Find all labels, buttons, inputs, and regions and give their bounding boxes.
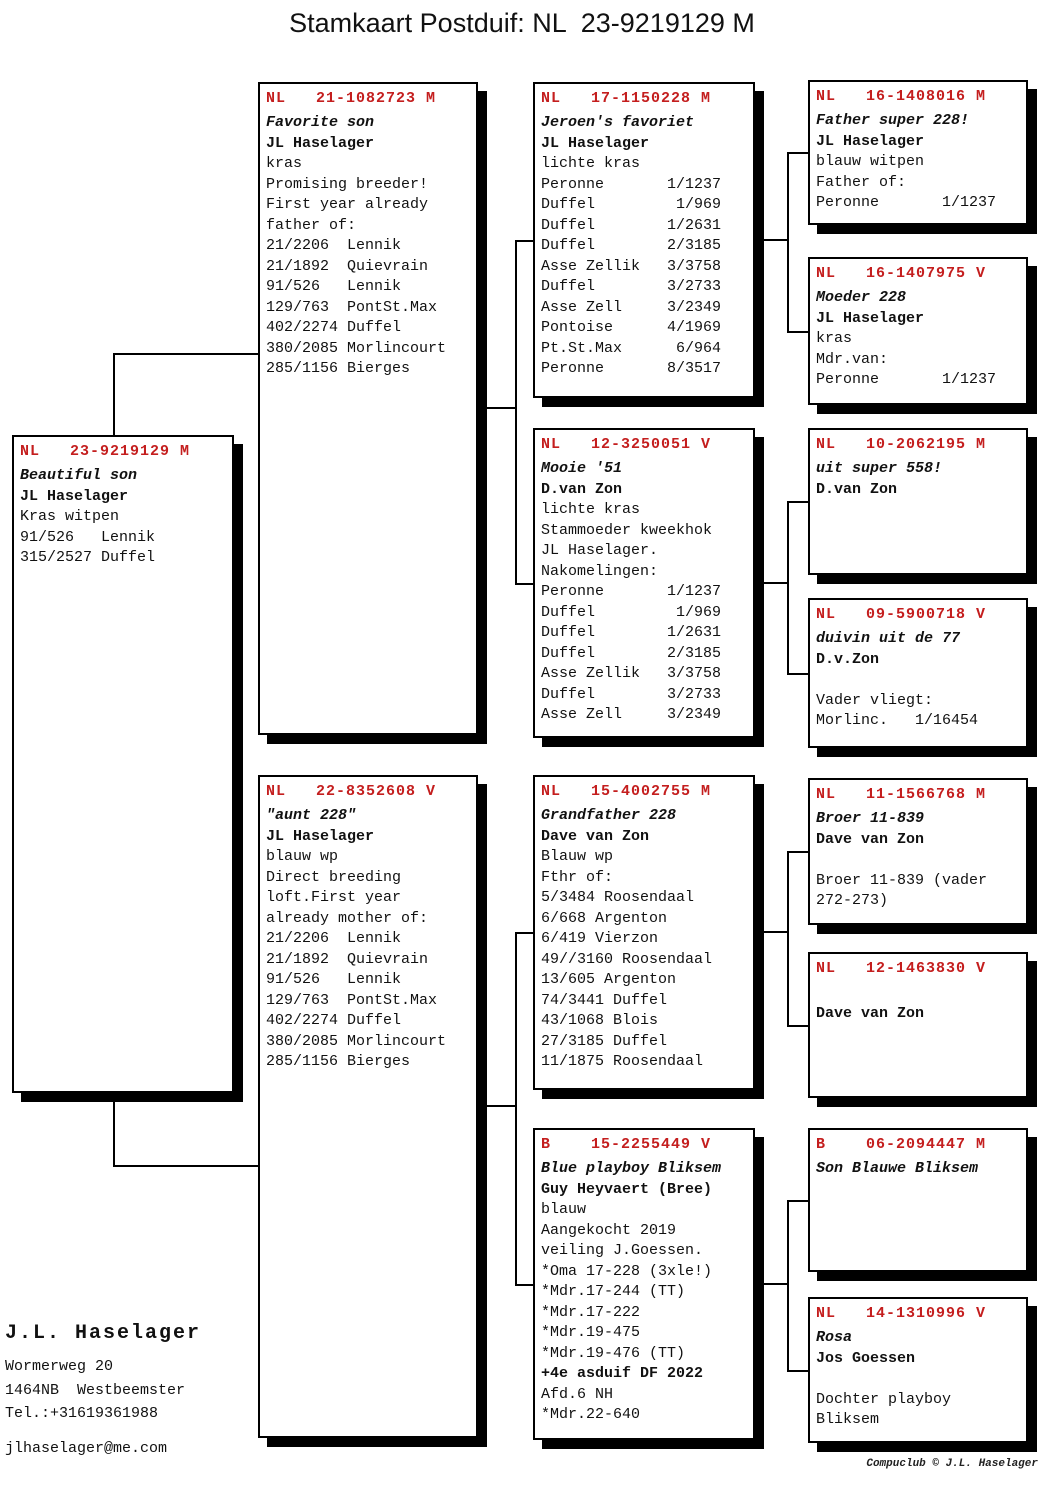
ring-number: NL 21-1082723 M bbox=[266, 90, 437, 107]
pedigree-box-mother bbox=[258, 775, 478, 1438]
box-line: Peronne 1/1237 bbox=[541, 175, 722, 193]
box-line: JL Haselager bbox=[816, 132, 925, 150]
contact-block bbox=[5, 1322, 201, 1457]
box-line: Peronne 8/3517 bbox=[541, 360, 722, 377]
box-line: 272-273) bbox=[816, 892, 889, 909]
box-line: D.van Zon bbox=[816, 480, 898, 498]
box-line: 380/2085 Morlincourt bbox=[266, 339, 447, 357]
connector-line bbox=[113, 353, 258, 355]
box-line: 21/2206 Lennik bbox=[266, 930, 402, 947]
box-line: Asse Zellik 3/3758 bbox=[541, 257, 722, 275]
box-line: Dave van Zon bbox=[816, 830, 925, 848]
connector-line bbox=[755, 239, 787, 241]
pedigree-box-subject bbox=[12, 435, 234, 1093]
box-line: Guy Heyvaert (Bree) bbox=[541, 1180, 713, 1198]
box-line: "aunt 228" bbox=[266, 807, 357, 824]
box-line: 402/2274 Duffel bbox=[266, 319, 402, 336]
box-line: blauw bbox=[541, 1201, 587, 1218]
box-line: 129/763 PontSt.Max bbox=[266, 991, 438, 1009]
connector-line bbox=[787, 1370, 808, 1372]
box-line: Dave van Zon bbox=[816, 1004, 925, 1022]
box-line: Grandfather 228 bbox=[541, 807, 677, 824]
box-line: 1464NB Westbeemster bbox=[5, 1381, 186, 1399]
connector-line bbox=[787, 851, 789, 1027]
box-line: father of: bbox=[266, 216, 357, 234]
box-lines bbox=[816, 459, 1020, 500]
connector-line bbox=[787, 1025, 808, 1027]
box-line: JL Haselager bbox=[266, 134, 375, 152]
box-line bbox=[816, 850, 1020, 871]
connector-line bbox=[113, 353, 115, 437]
box-lines bbox=[541, 459, 747, 726]
connector-line bbox=[787, 1200, 789, 1372]
box-line: Stammoeder kweekhok bbox=[541, 521, 713, 539]
box-line: Fthr of: bbox=[541, 868, 614, 886]
box-line: 49//3160 Roosendaal bbox=[541, 950, 713, 968]
box-line: 6/668 Argenton bbox=[541, 909, 668, 927]
box-line: 5/3484 Roosendaal bbox=[541, 889, 695, 906]
box-line: Mooie '51 bbox=[541, 460, 623, 477]
box-line: Duffel 1/969 bbox=[541, 603, 722, 621]
box-line: Duffel 3/2733 bbox=[541, 278, 722, 295]
box-line: Favorite son bbox=[266, 114, 375, 131]
connector-line bbox=[515, 240, 517, 585]
box-line: Kras witpen bbox=[20, 508, 120, 525]
box-line: Asse Zellik 3/3758 bbox=[541, 665, 722, 682]
box-line bbox=[816, 670, 1020, 691]
pedigree-box-greatgrandparent-7 bbox=[808, 1128, 1028, 1272]
box-line: Dochter playboy bbox=[816, 1390, 952, 1408]
box-line: Direct breeding bbox=[266, 868, 402, 886]
box-line: Vader vliegt: bbox=[816, 691, 934, 709]
connector-line bbox=[755, 1283, 787, 1285]
ring-number: NL 16-1408016 M bbox=[816, 88, 987, 105]
box-line: 91/526 Lennik bbox=[266, 971, 402, 988]
box-line: Promising breeder! bbox=[266, 175, 429, 193]
box-line bbox=[816, 983, 1020, 1004]
box-line: D.van Zon bbox=[541, 480, 623, 498]
box-line: Duffel 1/969 bbox=[541, 196, 722, 213]
connector-line bbox=[787, 1200, 808, 1202]
box-line: Rosa bbox=[816, 1329, 853, 1346]
box-line: lichte kras bbox=[541, 501, 641, 518]
box-line: JL Haselager bbox=[266, 827, 375, 845]
box-line: 43/1068 Blois bbox=[541, 1012, 659, 1029]
box-line: Morlinc. 1/16454 bbox=[816, 712, 979, 729]
ring-number: NL 12-3250051 V bbox=[541, 436, 712, 453]
box-line: Jeroen's favoriet bbox=[541, 114, 695, 131]
ring-number: B 15-2255449 V bbox=[541, 1136, 712, 1153]
box-lines bbox=[816, 629, 1020, 732]
box-line bbox=[816, 1369, 1020, 1390]
connector-line bbox=[787, 501, 789, 675]
box-line: Nakomelingen: bbox=[541, 562, 659, 580]
box-line: D.v.Zon bbox=[816, 650, 880, 668]
connector-line bbox=[787, 851, 808, 853]
box-line: Wormerweg 20 bbox=[5, 1358, 114, 1375]
connector-line bbox=[515, 932, 533, 934]
ring-number: NL 12-1463830 V bbox=[816, 960, 987, 977]
box-line: Pt.St.Max 6/964 bbox=[541, 339, 722, 357]
pedigree-box-father bbox=[258, 82, 478, 735]
box-line: 21/1892 Quievrain bbox=[266, 257, 429, 275]
box-line: loft.First year bbox=[266, 889, 402, 906]
box-line: +4e asduif DF 2022 bbox=[541, 1365, 704, 1382]
box-line: Tel.:+31619361988 bbox=[5, 1405, 159, 1422]
box-line: *Mdr.22-640 bbox=[541, 1406, 641, 1423]
box-line: 402/2274 Duffel bbox=[266, 1012, 402, 1029]
ring-number: NL 11-1566768 M bbox=[816, 786, 987, 803]
box-line: Moeder 228 bbox=[816, 289, 907, 306]
pedigree-box-greatgrandparent-8 bbox=[808, 1297, 1028, 1443]
box-lines bbox=[816, 1159, 1020, 1180]
box-line: Blauw wp bbox=[541, 848, 614, 865]
box-lines bbox=[541, 113, 747, 380]
box-line: Asse Zell 3/2349 bbox=[541, 706, 722, 723]
box-line: JL Haselager bbox=[541, 134, 650, 152]
contact-name: J.L. Haselager bbox=[5, 1322, 202, 1345]
pedigree-box-paternal-grandmother bbox=[533, 428, 755, 738]
box-line: 13/605 Argenton bbox=[541, 971, 677, 988]
box-line: 21/2206 Lennik bbox=[266, 237, 402, 254]
box-line: Duffel 1/2631 bbox=[541, 216, 722, 234]
box-line: Father super 228! bbox=[816, 112, 970, 129]
ring-number: NL 23-9219129 M bbox=[20, 443, 191, 460]
ring-number: NL 22-8352608 V bbox=[266, 783, 437, 800]
box-line: Mdr.van: bbox=[816, 350, 889, 368]
box-line: Peronne 1/1237 bbox=[816, 194, 997, 211]
box-line: kras bbox=[266, 155, 303, 172]
pedigree-box-greatgrandparent-1 bbox=[808, 80, 1028, 225]
pedigree-box-greatgrandparent-4 bbox=[808, 598, 1028, 748]
box-line: Blue playboy Bliksem bbox=[541, 1160, 722, 1177]
pedigree-box-greatgrandparent-6 bbox=[808, 952, 1028, 1098]
box-line: Pontoise 4/1969 bbox=[541, 319, 722, 336]
box-line: 11/1875 Roosendaal bbox=[541, 1053, 704, 1070]
pedigree-box-greatgrandparent-3 bbox=[808, 428, 1028, 575]
ring-number: NL 09-5900718 V bbox=[816, 606, 987, 623]
box-line: *Mdr.19-475 bbox=[541, 1324, 641, 1341]
ring-number: B 06-2094447 M bbox=[816, 1136, 987, 1153]
box-lines bbox=[816, 809, 1020, 912]
box-line: Dave van Zon bbox=[541, 827, 650, 845]
box-line: duivin uit de 77 bbox=[816, 630, 961, 647]
box-line: JL Haselager bbox=[816, 309, 925, 327]
pedigree-box-paternal-grandfather bbox=[533, 82, 755, 398]
box-lines bbox=[816, 111, 1020, 214]
box-line: First year already bbox=[266, 196, 429, 213]
box-lines bbox=[816, 288, 1020, 391]
box-lines bbox=[541, 806, 747, 1073]
box-line: Duffel 3/2733 bbox=[541, 685, 722, 703]
connector-line bbox=[787, 152, 789, 333]
box-line: Asse Zell 3/2349 bbox=[541, 298, 722, 316]
box-line: 74/3441 Duffel bbox=[541, 991, 668, 1009]
connector-line bbox=[515, 932, 517, 1286]
box-line: JL Haselager bbox=[20, 487, 129, 505]
connector-line bbox=[787, 501, 808, 503]
box-line: 285/1156 Bierges bbox=[266, 1053, 411, 1070]
connector-line bbox=[515, 240, 533, 242]
connector-line bbox=[113, 1091, 115, 1167]
box-line: 285/1156 Bierges bbox=[266, 360, 411, 377]
pedigree-box-maternal-grandfather bbox=[533, 775, 755, 1090]
box-line: Peronne 1/1237 bbox=[541, 583, 722, 600]
box-line: Beautiful son bbox=[20, 467, 138, 484]
box-line: Aangekocht 2019 bbox=[541, 1221, 677, 1239]
pedigree-box-greatgrandparent-5 bbox=[808, 778, 1028, 925]
box-line: Broer 11-839 (vader bbox=[816, 871, 988, 889]
box-lines bbox=[266, 113, 470, 380]
connector-line bbox=[787, 673, 808, 675]
box-line: Duffel 2/3185 bbox=[541, 644, 722, 662]
box-line: blauw witpen bbox=[816, 153, 925, 170]
connector-line bbox=[515, 583, 533, 585]
box-lines bbox=[20, 466, 226, 569]
box-line: 91/526 Lennik bbox=[266, 278, 402, 295]
box-line: Father of: bbox=[816, 173, 907, 191]
pedigree-box-greatgrandparent-2 bbox=[808, 257, 1028, 405]
connector-line bbox=[478, 407, 515, 409]
box-line: blauw wp bbox=[266, 848, 339, 865]
ring-number: NL 15-4002755 M bbox=[541, 783, 712, 800]
contact-email: jlhaselager@me.com bbox=[5, 1439, 168, 1457]
box-line: Peronne 1/1237 bbox=[816, 371, 997, 388]
box-line: 27/3185 Duffel bbox=[541, 1032, 668, 1050]
box-line: 6/419 Vierzon bbox=[541, 930, 659, 947]
connector-line bbox=[113, 1165, 258, 1167]
footer-credit: Compuclub © J.L. Haselager bbox=[866, 1458, 1038, 1470]
box-line: 380/2085 Morlincourt bbox=[266, 1032, 447, 1050]
box-line: veiling J.Goessen. bbox=[541, 1242, 704, 1259]
box-line: 21/1892 Quievrain bbox=[266, 950, 429, 968]
box-lines bbox=[266, 806, 470, 1073]
box-line: lichte kras bbox=[541, 155, 641, 172]
box-line: *Oma 17-228 (3xle!) bbox=[541, 1262, 713, 1280]
box-line: kras bbox=[816, 330, 853, 347]
ring-number: NL 17-1150228 M bbox=[541, 90, 712, 107]
box-lines bbox=[816, 983, 1020, 1024]
box-lines bbox=[541, 1159, 747, 1426]
contact-address bbox=[5, 1355, 201, 1426]
box-line: *Mdr.17-244 (TT) bbox=[541, 1283, 686, 1300]
connector-line bbox=[515, 1284, 533, 1286]
connector-line bbox=[787, 152, 808, 154]
connector-line bbox=[478, 1105, 515, 1107]
box-line: *Mdr.17-222 bbox=[541, 1303, 641, 1321]
ring-number: NL 10-2062195 M bbox=[816, 436, 987, 453]
box-line: 315/2527 Duffel bbox=[20, 549, 156, 566]
ring-number: NL 16-1407975 V bbox=[816, 265, 987, 282]
box-line: Afd.6 NH bbox=[541, 1385, 614, 1403]
box-line: uit super 558! bbox=[816, 460, 943, 477]
pedigree-box-maternal-grandmother bbox=[533, 1128, 755, 1440]
box-line: 129/763 PontSt.Max bbox=[266, 298, 438, 316]
box-line: Jos Goessen bbox=[816, 1349, 916, 1367]
ring-number: NL 14-1310996 V bbox=[816, 1305, 987, 1322]
box-line: Duffel 2/3185 bbox=[541, 237, 722, 254]
box-line: JL Haselager. bbox=[541, 542, 659, 559]
box-line: 91/526 Lennik bbox=[20, 528, 156, 546]
box-line: *Mdr.19-476 (TT) bbox=[541, 1344, 686, 1362]
page-title: Stamkaart Postduif: NL 23-9219129 M bbox=[289, 8, 755, 38]
box-line: Broer 11-839 bbox=[816, 810, 925, 827]
box-lines bbox=[816, 1328, 1020, 1431]
box-line: Duffel 1/2631 bbox=[541, 624, 722, 641]
connector-line bbox=[787, 331, 808, 333]
connector-line bbox=[755, 582, 787, 584]
box-line: Son Blauwe Bliksem bbox=[816, 1160, 979, 1177]
box-line: already mother of: bbox=[266, 909, 429, 927]
box-line: Bliksem bbox=[816, 1411, 880, 1428]
connector-line bbox=[755, 931, 787, 933]
